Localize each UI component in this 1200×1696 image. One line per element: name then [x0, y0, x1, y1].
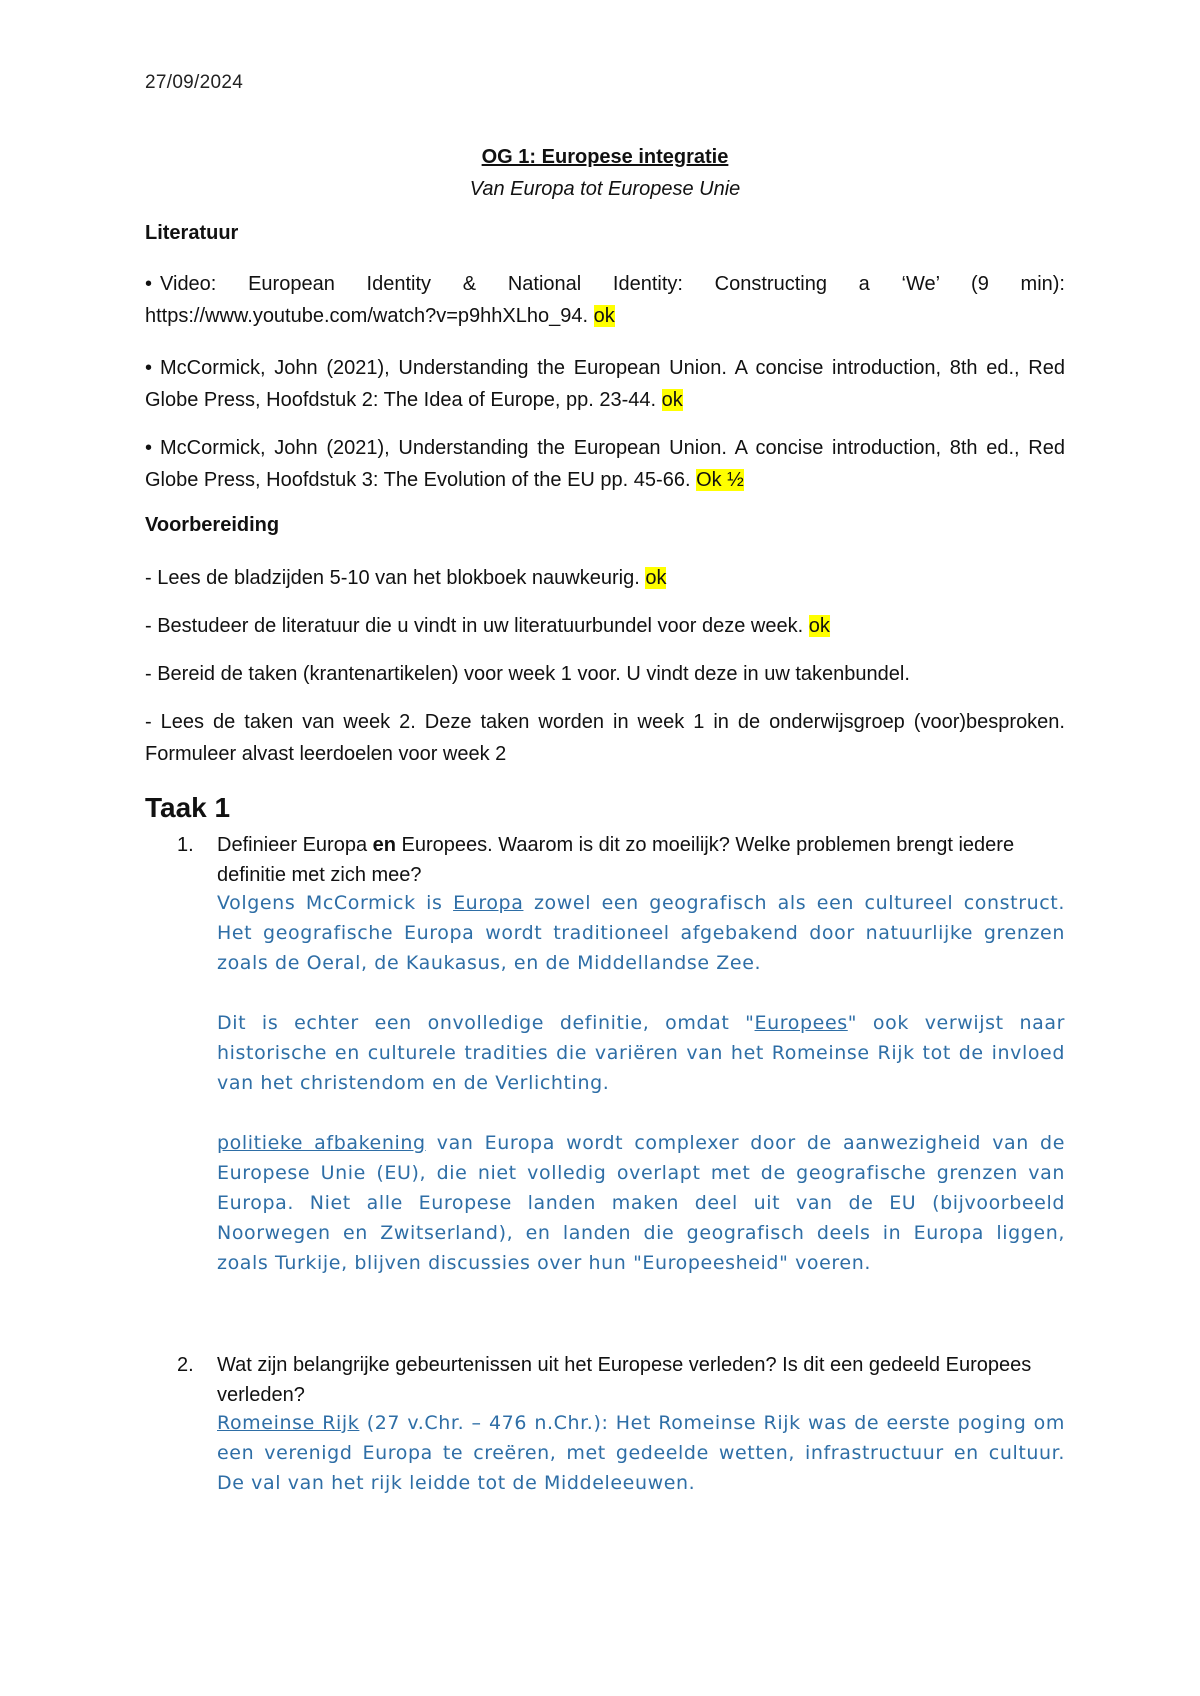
status-mark: ok	[593, 305, 615, 327]
voorbereiding-heading: Voorbereiding	[145, 514, 280, 536]
literature-item-3: • McCormick, John (2021), Understanding the European Union. A concise introduction, 8th ed., Red Globe Press, Hoofdstuk 3: The Evolution of the EU pp. 45-66. Ok ½	[145, 437, 1065, 491]
taak-heading: Taak 1	[145, 792, 231, 823]
prep-item-2: - Bestudeer de literatuur die u vindt in uw literatuurbundel voor deze week. ok	[145, 615, 830, 637]
bullet-icon: •	[145, 273, 153, 295]
document-title: OG 1: Europese integratie	[481, 146, 729, 168]
question-number: 1.	[177, 834, 194, 856]
prep-item-4: - Lees de taken van week 2. Deze taken worden in week 1 in de onderwijsgroep (voor)besproken. Formuleer alvast leerdoelen voor week 2	[145, 711, 1065, 765]
literature-item-1: • Video: European Identity & National Identity: Constructing a ‘We’ (9 min): https://www.youtube.com/watch?v=p9hhXLho_94. ok	[145, 273, 1065, 327]
answer-1-paragraph-2: Dit is echter een onvolledige definitie, omdat "Europees" ook verwijst naar historische en culturele tradities die variëren van het Romeinse Rijk tot de invloed van het christendom en de Verlichting.	[217, 1012, 1066, 1094]
link-europa[interactable]: Europa	[453, 892, 524, 914]
literatuur-heading: Literatuur	[145, 222, 239, 244]
literature-item-2: • McCormick, John (2021), Understanding the European Union. A concise introduction, 8th ed., Red Globe Press, Hoofdstuk 2: The Idea of Europe, pp. 23-44. ok	[145, 357, 1065, 411]
prep-item-3: - Bereid de taken (krantenartikelen) voor week 1 voor. U vindt deze in uw takenbundel.	[145, 663, 910, 685]
answer-1-paragraph-1: Volgens McCormick is Europa zowel een geografisch als een cultureel construct. Het geografische Europa wordt traditioneel afgebakend door natuurlijke grenzen zoals de Oeral, de Kaukasus, en de Middellandse Zee.	[217, 892, 1065, 974]
status-mark: ok	[808, 615, 830, 637]
link-europees[interactable]: Europees	[754, 1012, 848, 1034]
status-mark: Ok ½	[696, 469, 744, 491]
answer-2-paragraph-1: Romeinse Rijk (27 v.Chr. – 476 n.Chr.): Het Romeinse Rijk was de eerste poging om een verenigd Europa te creëren, met gedeelde wetten, infrastructuur en cultuur. De val van het rijk leidde tot de Middeleeuwen.	[217, 1412, 1066, 1494]
document-subtitle: Van Europa tot Europese Unie	[469, 178, 741, 200]
prep-item-1: - Lees de bladzijden 5-10 van het blokboek nauwkeurig. ok	[145, 567, 667, 589]
document-date: 27/09/2024	[145, 72, 244, 93]
status-mark: ok	[645, 567, 667, 589]
question-number: 2.	[177, 1354, 194, 1376]
answer-1-paragraph-3: politieke afbakening van Europa wordt complexer door de aanwezigheid van de Europese Unie (EU), die niet volledig overlapt met de geografische grenzen van Europa. Niet alle Europese landen maken deel uit van de EU (bijvoorbeeld Noorwegen en Zwitserland), en landen die geografisch deels in Europa liggen, zoals Turkije, blijven discussies over hun "Europeesheid" voeren.	[217, 1132, 1065, 1274]
bullet-icon: •	[145, 437, 153, 459]
link-politieke-afbakening[interactable]: politieke afbakening	[217, 1132, 426, 1154]
question-2: 2. Wat zijn belangrijke gebeurtenissen uit het Europese verleden? Is dit een gedeeld Europees verleden?	[217, 1350, 1065, 1410]
question-1: 1. Definieer Europa en Europees. Waarom is dit zo moeilijk? Welke problemen brengt iedere definitie met zich mee?	[217, 830, 1065, 890]
bullet-icon: •	[145, 357, 153, 379]
link-romeinse-rijk[interactable]: Romeinse Rijk	[217, 1412, 360, 1434]
status-mark: ok	[661, 389, 683, 411]
